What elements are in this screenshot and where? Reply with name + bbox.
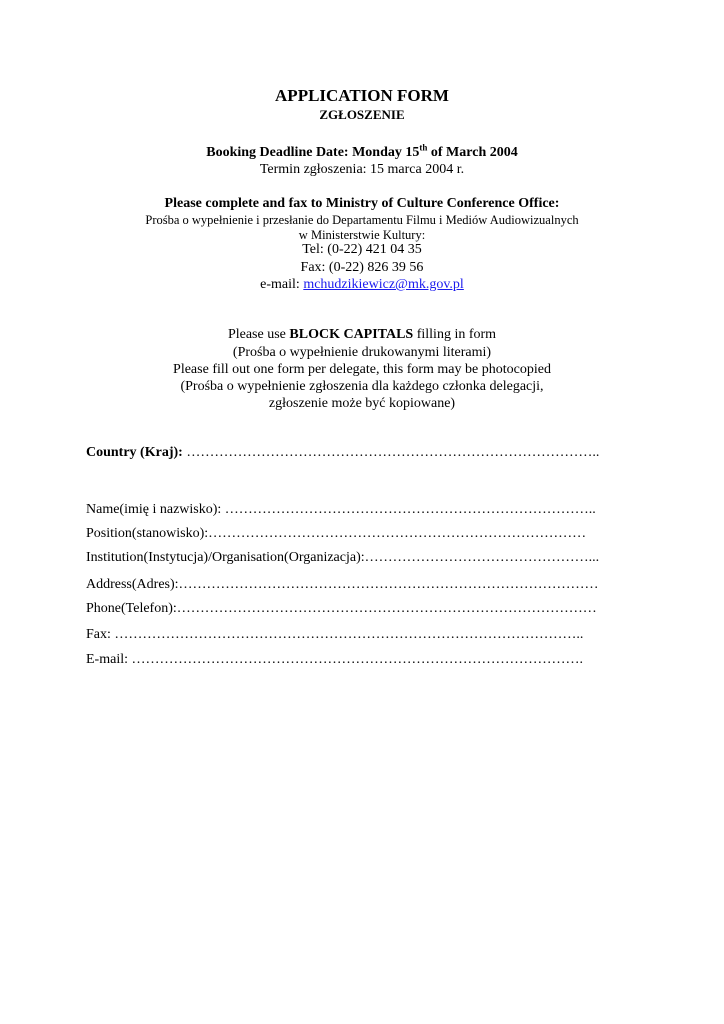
deadline-ordinal: th: [419, 142, 428, 153]
fax-instruction: Please complete and fax to Ministry of Culture Conference Office:: [164, 196, 560, 211]
country-field[interactable]: [86, 444, 646, 462]
deadline-prefix: Booking Deadline Date: Monday 15: [206, 145, 420, 160]
block-capitals-prefix: Please use: [227, 327, 290, 342]
block-capitals-polish: (Prośba o wypełnienie drukowanymi literami): [232, 345, 492, 360]
form-title: APPLICATION FORM: [275, 86, 449, 105]
block-capitals-emphasis: BLOCK CAPITALS: [289, 327, 414, 342]
position-field[interactable]: Position(stanowisko):………………………………………………………………………: [86, 526, 587, 541]
country-label: Country (Kraj):: [86, 445, 183, 460]
contact-email: [0, 276, 724, 294]
one-form-per-delegate-polish-line2: zgłoszenie może być kopiowane): [268, 396, 456, 411]
booking-deadline-polish: Termin zgłoszenia: 15 marca 2004 r.: [259, 162, 465, 177]
address-field[interactable]: Address(Adres):………………………………………………………………………………: [86, 577, 599, 592]
deadline-suffix: of March 2004: [427, 145, 518, 160]
contact-email-link[interactable]: mchudzikiewicz@mk.gov.pl: [303, 277, 464, 292]
name-field[interactable]: Name(imię i nazwisko): ……………………………………………………………………..: [86, 502, 596, 517]
phone-field[interactable]: Phone(Telefon):………………………………………………………………………………: [86, 601, 597, 616]
one-form-per-delegate: Please fill out one form per delegate, this form may be photocopied: [173, 362, 551, 377]
contact-fax: Fax: (0-22) 826 39 56: [300, 260, 424, 275]
fax-instruction-polish-line1: Prośba o wypełnienie i przesłanie do Departamentu Filmu i Mediów Audiowizualnych: [145, 213, 579, 227]
institution-field[interactable]: Institution(Instytucja)/Organisation(Organizacja):…………………………………………...: [86, 550, 600, 565]
fax-field[interactable]: Fax: ………………………………………………………………………………………..: [86, 627, 584, 642]
one-form-per-delegate-polish-line1: (Prośba o wypełnienie zgłoszenia dla każdego członka delegacji,: [180, 379, 544, 394]
block-capitals-instruction: [0, 326, 724, 344]
contact-email-label: e-mail:: [260, 277, 304, 292]
block-capitals-suffix: filling in form: [413, 327, 497, 342]
country-dots: ……………………………………………………………………………..: [182, 445, 600, 460]
email-field[interactable]: E-mail: …………………………………………………………………………………….: [86, 652, 583, 667]
contact-telephone: Tel: (0-22) 421 04 35: [302, 242, 422, 257]
form-subtitle: ZGŁOSZENIE: [319, 107, 405, 122]
fax-instruction-polish-line2: w Ministerstwie Kultury:: [298, 228, 426, 242]
booking-deadline: [0, 144, 724, 162]
